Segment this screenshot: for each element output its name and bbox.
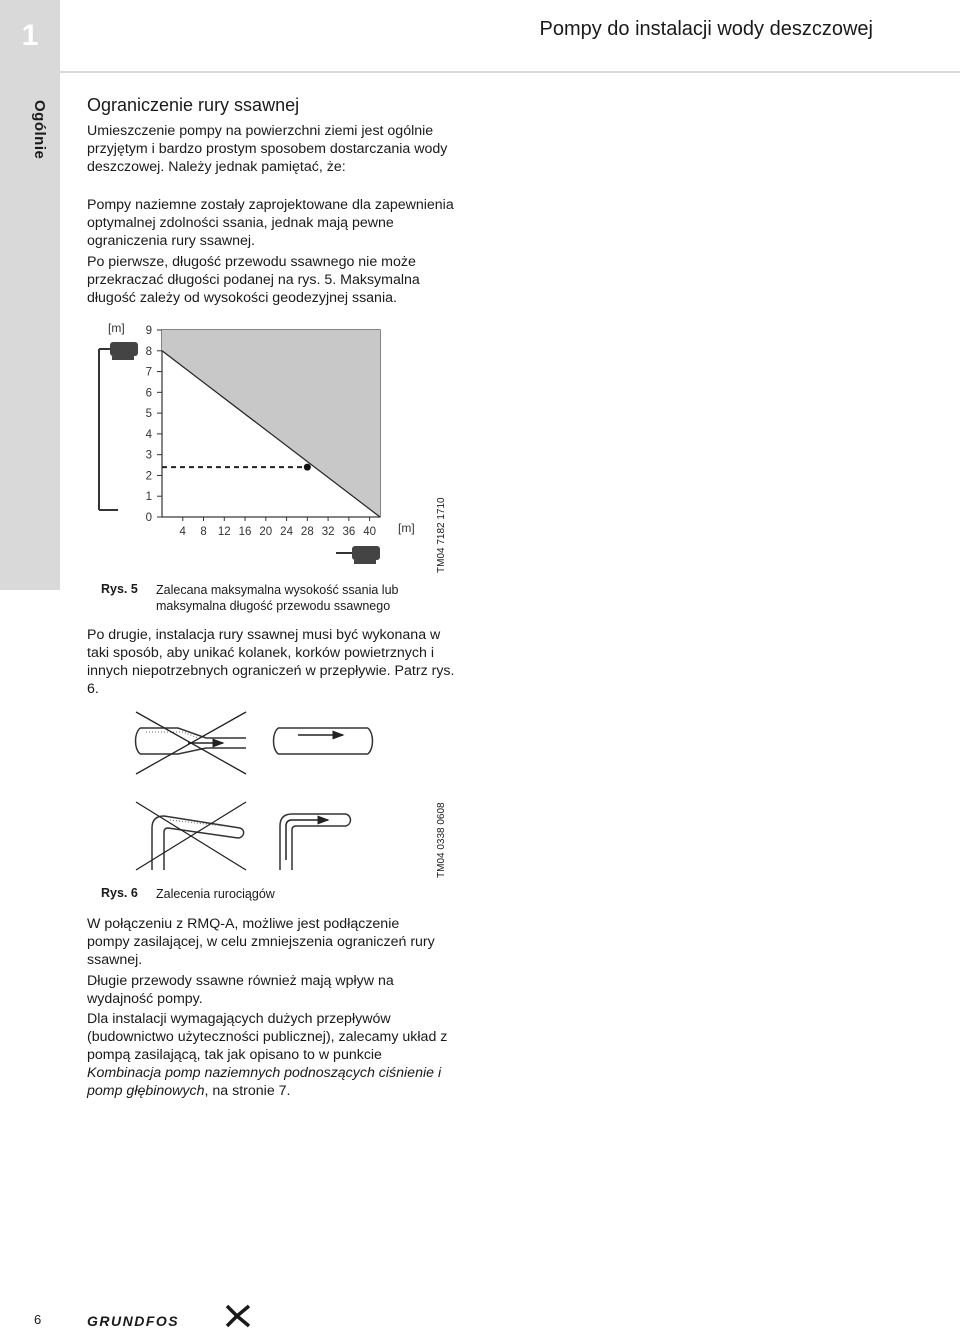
good-straight-diagram <box>274 728 373 754</box>
intro-paragraph: Umieszczenie pompy na powierzchni ziemi jest ogólnie przyjętym i bardzo prostym sposobem dostarczania wody deszczowej. Należy jednak pamiętać, że: <box>87 123 448 175</box>
figure6-code: TM04 0338 0608 <box>436 802 447 878</box>
good-elbow-diagram <box>280 814 351 870</box>
large-flow-page: , na stronie 7. <box>204 1083 291 1099</box>
x-tick-label: 12 <box>217 526 231 538</box>
y-tick-label: 3 <box>145 449 152 462</box>
figure5-caption-line-1: Zalecana maksymalna wysokość ssania lub <box>156 583 399 597</box>
y-tick-label: 7 <box>145 366 152 379</box>
page-number: 6 <box>34 1312 42 1327</box>
bad-reducer-diagram <box>136 712 247 774</box>
x-tick-label: 36 <box>342 526 356 538</box>
y-tick-label: 5 <box>145 408 152 421</box>
large-flow-paragraph <box>87 1010 457 1100</box>
x-tick-label: 40 <box>363 526 377 538</box>
header-title: Pompy do instalacji wody deszczowej <box>539 18 873 40</box>
x-tick-label: 16 <box>238 526 252 538</box>
x-tick-label: 24 <box>280 526 293 538</box>
grundfos-logo <box>87 1302 252 1330</box>
y-tick-label: 9 <box>145 325 152 337</box>
rmq-paragraph: W połączeniu z RMQ-A, możliwe jest podłączenie pompy zasilającej, w celu zmniejszenia ograniczeń rury ssawnej. <box>87 916 435 968</box>
x-tick-label: 8 <box>200 526 207 538</box>
y-tick-label: 2 <box>145 470 152 483</box>
y-tick-label: 0 <box>145 512 152 524</box>
y-tick-label: 6 <box>145 387 152 400</box>
grundfos-logo-text: GRUNDFOS <box>87 1313 180 1329</box>
y-tick-label: 8 <box>145 345 152 358</box>
second-point-paragraph: Po drugie, instalacja rury ssawnej musi być wykonana w taki sposób, aby unikać kolanek, korków powietrznych i innych niepotrzebnych ograniczeń w przepływie. Patrz rys. 6. <box>87 627 455 697</box>
y-axis-label: [m] <box>108 321 125 335</box>
figure6-caption: Zalecenia rurociągów <box>156 887 275 901</box>
pipe-diagrams <box>128 710 428 880</box>
large-flow-reference: Kombinacja pomp naziemnych podnoszących ciśnienie i pomp głębinowych <box>87 1065 442 1099</box>
bad-elbow-diagram <box>136 802 246 870</box>
pump-illustration <box>99 342 138 510</box>
figure5-caption <box>156 582 398 614</box>
long-pipes-paragraph: Długie przewody ssawne również mają wpływ na wydajność pompy. <box>87 973 394 1007</box>
figure5-label: Rys. 5 <box>101 582 138 596</box>
figure5-caption-line-2: maksymalna długość przewodu ssawnego <box>156 599 391 613</box>
x-tick-label: 32 <box>321 526 335 538</box>
figure6-label: Rys. 6 <box>101 886 138 900</box>
chapter-number: 1 <box>21 19 39 52</box>
large-flow-text: Dla instalacji wymagających dużych przepływów (budownictwo użyteczności publicznej), zalecamy układ z pompą zasilającą, tak jak opisano to w punkcie <box>87 1011 448 1063</box>
limitation-paragraph: Pompy naziemne zostały zaprojektowane dla zapewnienia optymalnej zdolności ssania, jednak mają pewne ograniczenia rury ssawnej. <box>87 197 454 249</box>
x-axis-label: [m] <box>398 521 415 535</box>
y-tick-label: 1 <box>145 491 152 504</box>
x-tick-label: 28 <box>300 526 314 538</box>
header-divider <box>60 71 960 73</box>
suction-chart <box>88 318 468 578</box>
x-tick-label: 20 <box>259 526 273 538</box>
x-tick-label: 4 <box>179 526 186 538</box>
y-tick-label: 4 <box>145 428 152 441</box>
figure5-code: TM04 7182 1710 <box>436 497 447 573</box>
chapter-number-box <box>0 0 60 72</box>
section-heading: Ograniczenie rury ssawnej <box>87 95 300 115</box>
side-tab-label: Ogólnie <box>31 100 48 160</box>
first-point-paragraph: Po pierwsze, długość przewodu ssawnego nie może przekraczać długości podanej na rys. 5. Maksymalna długość zależy od wysokości geodezyjnej ssania. <box>87 254 420 306</box>
pump-illustration-bottom <box>336 546 380 564</box>
example-point <box>304 464 311 471</box>
